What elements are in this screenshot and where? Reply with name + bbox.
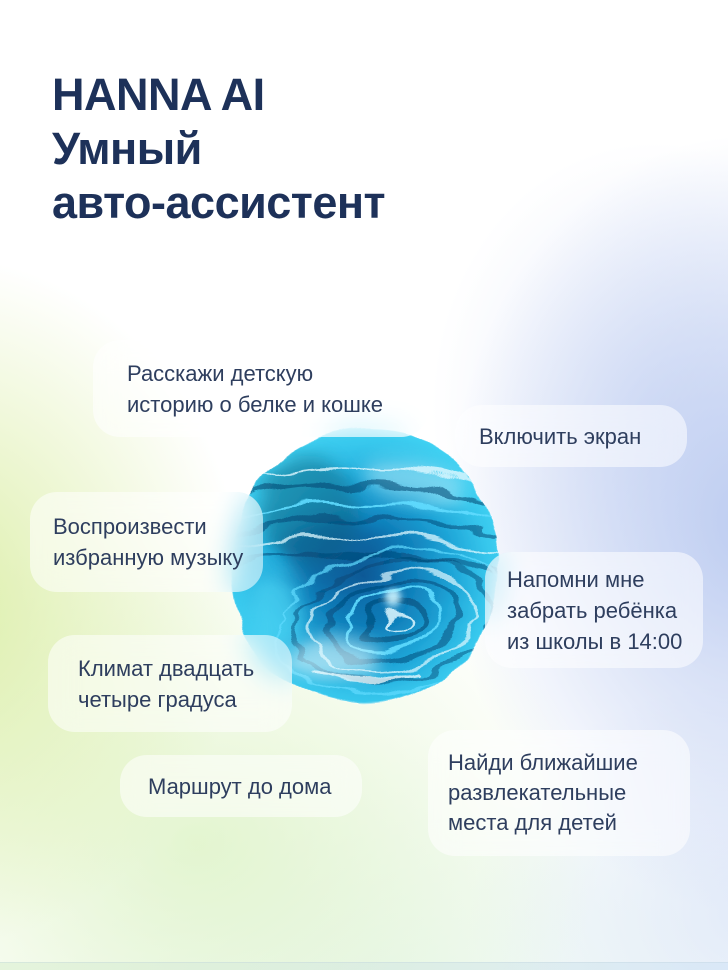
voice-command-chip-reminder[interactable] <box>485 552 703 668</box>
chip-text-line: избранную музыку <box>53 545 244 570</box>
voice-command-chip-story[interactable] <box>93 340 428 437</box>
page-title <box>52 68 385 230</box>
orb-highlight-bottom <box>287 640 382 678</box>
chip-text-line: Расскажи детскую <box>127 360 314 386</box>
chip-text-line: забрать ребёнка <box>507 597 678 623</box>
chip-text-line: развлекательные <box>448 780 627 805</box>
chip-text-line: из школы в 14:00 <box>507 628 683 654</box>
voice-command-chip-climate[interactable] <box>48 635 292 732</box>
subtitle-line-1: Умный <box>52 123 202 174</box>
chip-text-line: четыре градуса <box>78 686 237 712</box>
chip-text-line: историю о белке и кошке <box>127 391 384 417</box>
chip-text-line: места для детей <box>448 810 617 835</box>
chip-text-line: Напомни мне <box>507 566 645 592</box>
chip-text-line: Включить экран <box>479 423 642 449</box>
voice-command-chip-route[interactable] <box>120 755 362 817</box>
brand-title: HANNA AI <box>52 69 265 120</box>
chip-text-line: Маршрут до дома <box>148 773 332 799</box>
voice-command-chip-places[interactable] <box>428 730 690 856</box>
orb-swirl-dot <box>385 591 402 608</box>
bottom-gradient-band <box>0 962 728 970</box>
subtitle-line-2: авто-ассистент <box>52 177 386 228</box>
voice-command-chip-music[interactable] <box>30 492 263 592</box>
voice-command-chip-screen[interactable] <box>455 405 687 467</box>
chip-text-line: Найди ближайшие <box>448 750 638 775</box>
chip-text-line: Воспроизвести <box>53 514 207 539</box>
chip-text-line: Климат двадцать <box>78 655 255 681</box>
